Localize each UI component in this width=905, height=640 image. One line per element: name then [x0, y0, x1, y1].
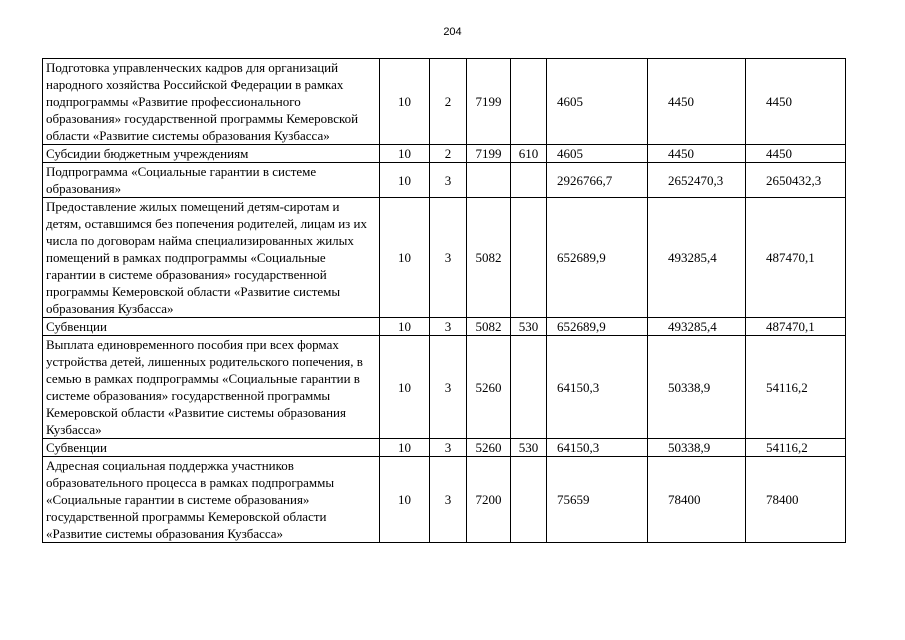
row-name: Выплата единовременного пособия при всех формах устройства детей, лишенных родительского попечения, в семью в рамках подпрограммы «Социальные гарантии в системе образования» государственной программы Кемеровской области «Развитие системы образования Кузбасса»	[43, 336, 380, 439]
amount-year-1: 2926766,7	[547, 163, 648, 198]
table-row	[43, 457, 846, 543]
row-name: Субвенции	[43, 318, 380, 336]
amount-year-2: 493285,4	[648, 318, 746, 336]
expense-type	[511, 59, 547, 145]
subsection-code: 3	[430, 439, 467, 457]
table-row	[43, 163, 846, 198]
subsection-code: 3	[430, 457, 467, 543]
row-name: Адресная социальная поддержка участников образовательного процесса в рамках подпрограммы «Социальные гарантии в системе образования» государственной программы Кемеровской области «Развитие системы образования Кузбасса»	[43, 457, 380, 543]
row-name: Подпрограмма «Социальные гарантии в системе образования»	[43, 163, 380, 198]
expense-type	[511, 457, 547, 543]
amount-year-2: 2652470,3	[648, 163, 746, 198]
section-code: 10	[380, 163, 430, 198]
target-article: 7199	[467, 145, 511, 163]
target-article: 7200	[467, 457, 511, 543]
table-row	[43, 198, 846, 318]
subsection-code: 2	[430, 145, 467, 163]
amount-year-3: 4450	[746, 145, 846, 163]
amount-year-1: 75659	[547, 457, 648, 543]
target-article: 5082	[467, 198, 511, 318]
amount-year-3: 78400	[746, 457, 846, 543]
section-code: 10	[380, 457, 430, 543]
amount-year-1: 4605	[547, 59, 648, 145]
table-row	[43, 439, 846, 457]
amount-year-1: 652689,9	[547, 198, 648, 318]
amount-year-2: 4450	[648, 145, 746, 163]
table-row	[43, 336, 846, 439]
amount-year-3: 2650432,3	[746, 163, 846, 198]
amount-year-2: 78400	[648, 457, 746, 543]
table-row	[43, 145, 846, 163]
subsection-code: 3	[430, 336, 467, 439]
target-article: 5082	[467, 318, 511, 336]
section-code: 10	[380, 198, 430, 318]
expense-type	[511, 336, 547, 439]
amount-year-3: 487470,1	[746, 318, 846, 336]
amount-year-1: 64150,3	[547, 336, 648, 439]
row-name: Подготовка управленческих кадров для организаций народного хозяйства Российской Федерации в рамках подпрограммы «Развитие профессионального образования» государственной программы Кемеровской области «Развитие системы образования Кузбасса»	[43, 59, 380, 145]
amount-year-2: 4450	[648, 59, 746, 145]
section-code: 10	[380, 318, 430, 336]
amount-year-3: 487470,1	[746, 198, 846, 318]
subsection-code: 3	[430, 198, 467, 318]
expense-type: 530	[511, 439, 547, 457]
section-code: 10	[380, 59, 430, 145]
subsection-code: 2	[430, 59, 467, 145]
subsection-code: 3	[430, 163, 467, 198]
page-number: 204	[443, 26, 462, 38]
amount-year-1: 652689,9	[547, 318, 648, 336]
target-article: 5260	[467, 439, 511, 457]
table-row	[43, 318, 846, 336]
section-code: 10	[380, 439, 430, 457]
row-name: Субвенции	[43, 439, 380, 457]
amount-year-3: 54116,2	[746, 439, 846, 457]
expense-type	[511, 198, 547, 318]
target-article	[467, 163, 511, 198]
amount-year-2: 50338,9	[648, 439, 746, 457]
target-article: 5260	[467, 336, 511, 439]
subsection-code: 3	[430, 318, 467, 336]
row-name: Субсидии бюджетным учреждениям	[43, 145, 380, 163]
budget-table	[42, 58, 846, 543]
amount-year-2: 493285,4	[648, 198, 746, 318]
table-row	[43, 59, 846, 145]
expense-type	[511, 163, 547, 198]
amount-year-1: 4605	[547, 145, 648, 163]
row-name: Предоставление жилых помещений детям-сиротам и детям, оставшимся без попечения родителей, лицам из их числа по договорам найма специализированных жилых помещений в рамках подпрограммы «Социальные гарантии в системе образования» государственной программы Кемеровской области «Развитие системы образования Кузбасса»	[43, 198, 380, 318]
amount-year-1: 64150,3	[547, 439, 648, 457]
amount-year-3: 54116,2	[746, 336, 846, 439]
amount-year-3: 4450	[746, 59, 846, 145]
section-code: 10	[380, 145, 430, 163]
expense-type: 610	[511, 145, 547, 163]
amount-year-2: 50338,9	[648, 336, 746, 439]
section-code: 10	[380, 336, 430, 439]
target-article: 7199	[467, 59, 511, 145]
expense-type: 530	[511, 318, 547, 336]
